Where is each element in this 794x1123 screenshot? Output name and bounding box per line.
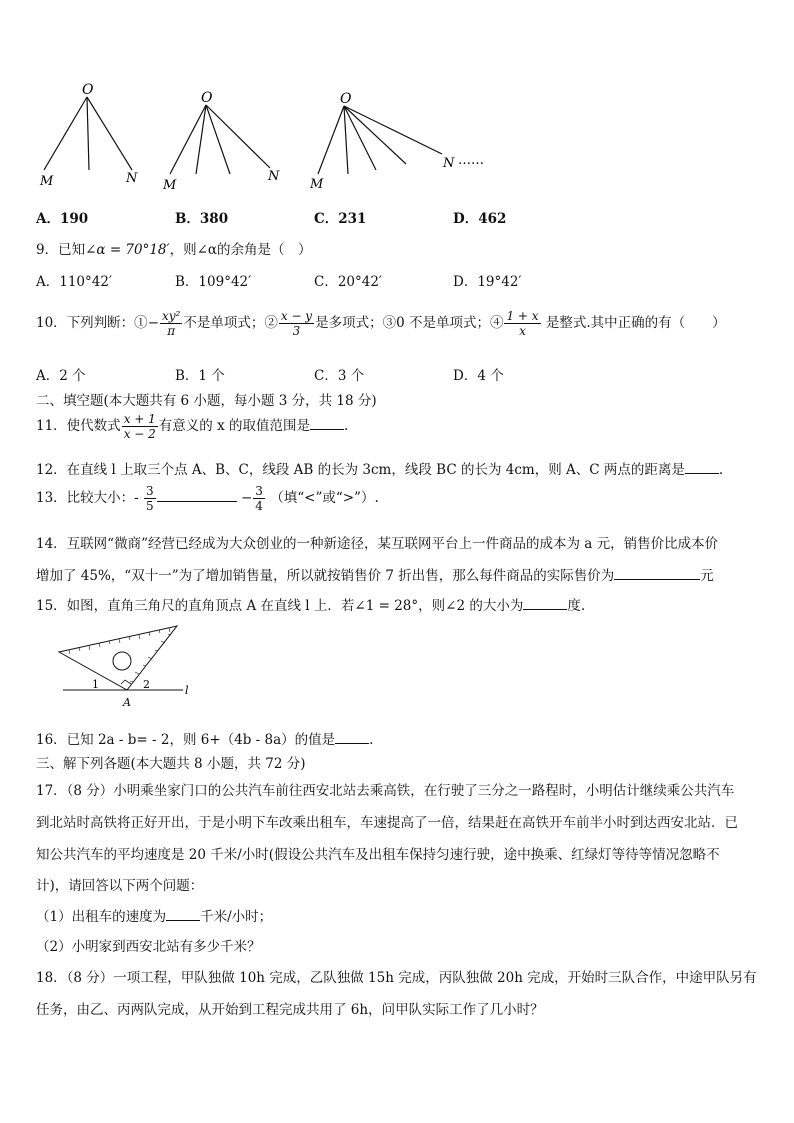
q9-option-b: B．109°42′ xyxy=(175,274,252,290)
q10-f2-denominator: 3 xyxy=(292,324,301,338)
q13-part1: 13．比较大小：- xyxy=(36,490,139,506)
angle-1-label: 1 xyxy=(92,678,99,691)
fan1-label-m: M xyxy=(40,174,54,189)
fan3-label-n: N xyxy=(443,156,455,171)
q10-fraction-3 xyxy=(504,309,540,338)
q15-text: 15．如图，直角三角尺的直角顶点 A 在直线 l 上．若∠1 = 28°，则∠2 的大小为 xyxy=(36,598,524,614)
q15-unit: 度. xyxy=(567,598,586,614)
q11-part1: 11．使代数式 xyxy=(36,418,121,434)
q11-fraction xyxy=(122,412,158,441)
q18-line-1: 18．（8 分）一项工程，甲队独做 10h 完成，乙队独做 15h 完成，丙队独做 20h 完成，开始时三队合作，中途甲队另有 xyxy=(36,970,757,986)
q13-f1-denominator: 5 xyxy=(146,499,154,513)
fan-figures xyxy=(30,78,530,196)
q17-sub-1-blank xyxy=(166,908,200,921)
q10-f1-numerator: xy² xyxy=(162,309,181,323)
q13-stem xyxy=(36,484,379,513)
q9-option-d: D．19°42′ xyxy=(453,274,522,290)
fan1-label-n: N xyxy=(126,171,138,186)
fan3-label-m: M xyxy=(310,177,324,192)
q17-line-1: 17．（8 分）小明乘坐家门口的公共汽车前往西安北站去乘高铁，在行驶了三分之一路程时，小明估计继续乘公共汽车 xyxy=(36,783,735,799)
q10-f1-denominator: π xyxy=(167,324,176,338)
q10-option-d: D．4 个 xyxy=(453,368,504,384)
q10-part4: 是整式.其中正确的有（ ） xyxy=(545,315,726,331)
q13-part2: （填“<”或“>”）. xyxy=(270,490,379,506)
q17-sub-2: （2）小明家到西安北站有多少千米？ xyxy=(36,939,261,955)
q17-sub-1-suffix: 千米/小时； xyxy=(200,909,273,925)
q14-line-1: 14．互联网“微商”经营已经成为大众创业的一种新途径，某互联网平台上一件商品的成本为 a 元，销售价比成本价 xyxy=(36,536,719,552)
q17-sub-1-prefix: （1）出租车的速度为 xyxy=(36,909,167,925)
q10-option-b: B．1 个 xyxy=(175,368,225,384)
q9-option-a: A．110°42′ xyxy=(36,274,113,290)
q16-end: . xyxy=(369,732,374,748)
q12-stem xyxy=(36,458,723,478)
fan-figure-1 xyxy=(44,97,132,170)
line-l-label: l xyxy=(185,684,189,697)
q8-option-a: A．190 xyxy=(36,211,89,227)
q8-option-d: D．462 xyxy=(453,211,507,227)
q13-answer-blank xyxy=(157,489,237,502)
q10-f3-denominator: x xyxy=(519,324,526,338)
q16-text: 16．已知 2a - b= - 2，则 6+（4b - 8a）的值是 xyxy=(36,732,336,748)
q12-text: 12．在直线 l 上取三个点 A、B、C，线段 AB 的长为 3cm，线段 BC 的长为 4cm，则 A、C 两点的距离是 xyxy=(36,462,685,478)
q10-part1: 10．下列判断：① xyxy=(36,315,148,331)
q11-answer-blank xyxy=(310,417,344,430)
ruler-hole xyxy=(113,652,131,670)
q13-fraction-1 xyxy=(144,484,156,513)
q9-stem xyxy=(36,238,312,258)
section-3-heading: 三、解下列各题(本大题共 8 小题，共 72 分) xyxy=(36,756,306,772)
q9-stem-suffix: ，则∠α的余角是（ ） xyxy=(169,242,312,258)
fan2-label-o: O xyxy=(201,90,213,106)
q11-part2: 有意义的 x 的取值范围是 xyxy=(158,418,310,434)
q16-stem xyxy=(36,728,373,748)
q12-answer-blank xyxy=(685,461,719,474)
q13-minus: − xyxy=(240,490,253,506)
q13-fraction-2 xyxy=(253,484,265,513)
q10-part2: 不是单项式；② xyxy=(183,315,278,331)
fan-figure-2 xyxy=(170,105,270,174)
q17-line-2: 到北站时高铁将正好开出，于是小明下车改乘出租车，车速提高了一倍，结果赶在高铁开车前半小时到达西安北站．已 xyxy=(36,815,738,831)
q18-line-2: 任务，由乙、丙两队完成，从开始到工程完成共用了 6h，问甲队实际工作了几小时？ xyxy=(36,1002,544,1018)
q12-end: . xyxy=(718,462,724,478)
q17-line-3: 知公共汽车的平均速度是 20 千米/小时(假设公共汽车及出租车保持匀速行驶，途中换乘、红绿灯等待等情况忽略不 xyxy=(36,847,720,863)
q14-answer-blank xyxy=(614,567,700,580)
triangle-ruler-figure xyxy=(55,622,205,710)
q14-line-2-text: 增加了 45%，“双十一”为了增加销售量，所以就按销售价 7 折出售，那么每件商品的实际售价为 xyxy=(36,568,615,584)
q10-option-a: A．2 个 xyxy=(36,368,86,384)
q17-sub-1 xyxy=(36,905,272,925)
q13-f2-numerator: 3 xyxy=(255,484,263,498)
point-a-label: A xyxy=(123,696,131,709)
q17-line-4: 计)，请回答以下两个问题： xyxy=(36,878,204,894)
q9-stem-prefix: 9．已知 xyxy=(36,242,86,258)
q10-stem: 10．下列判断：①− $\frac{\text{xy²}}{\pi}$ 不是单项式；② $\frac{x - y}{3}$ 是多项式；③0 不是单项式；④ $\frac{1 + x}{x}$ 是整式.其中正确的有（ ） xyxy=(36,309,726,338)
q11-denominator: x − 2 xyxy=(123,427,156,441)
q13-f2-denominator: 4 xyxy=(255,499,263,513)
q15-stem xyxy=(36,594,585,614)
q11-stem xyxy=(36,412,348,441)
q10-part3: 是多项式；③0 不是单项式；④ xyxy=(315,315,504,331)
q14-unit: 元 xyxy=(700,568,714,584)
ruler-ticks xyxy=(69,628,171,682)
q11-end: . xyxy=(343,418,349,434)
fan3-label-o: O xyxy=(340,91,352,107)
q15-answer-blank xyxy=(523,597,567,610)
q10-f3-numerator: 1 + x xyxy=(506,309,539,323)
angle-2-label: 2 xyxy=(143,678,150,691)
fan2-label-n: N xyxy=(268,169,280,184)
triangle-ruler xyxy=(59,626,177,690)
right-angle-mark xyxy=(121,680,131,684)
q16-answer-blank xyxy=(335,731,369,744)
fan3-ellipsis: …… xyxy=(458,153,484,168)
fan-figure-3 xyxy=(318,106,442,174)
q9-stem-angle: ∠α = 70°18′ xyxy=(85,242,170,258)
fan1-label-o: O xyxy=(82,82,94,98)
q10-fraction-2 xyxy=(279,309,314,338)
section-2-heading: 二、填空题(本大题共有 6 小题，每小题 3 分，共 18 分) xyxy=(36,393,377,409)
q10-fraction-1 xyxy=(160,309,182,338)
q10-option-c: C．3 个 xyxy=(314,368,365,384)
q14-line-2 xyxy=(36,564,714,584)
q10-f2-numerator: x − y xyxy=(280,309,313,323)
fan2-label-m: M xyxy=(163,178,177,193)
q8-option-b: B．380 xyxy=(175,211,229,227)
q13-f1-numerator: 3 xyxy=(146,484,154,498)
q9-option-c: C．20°42′ xyxy=(314,274,383,290)
q8-option-c: C．231 xyxy=(314,211,367,227)
q11-numerator: x + 1 xyxy=(123,412,156,426)
